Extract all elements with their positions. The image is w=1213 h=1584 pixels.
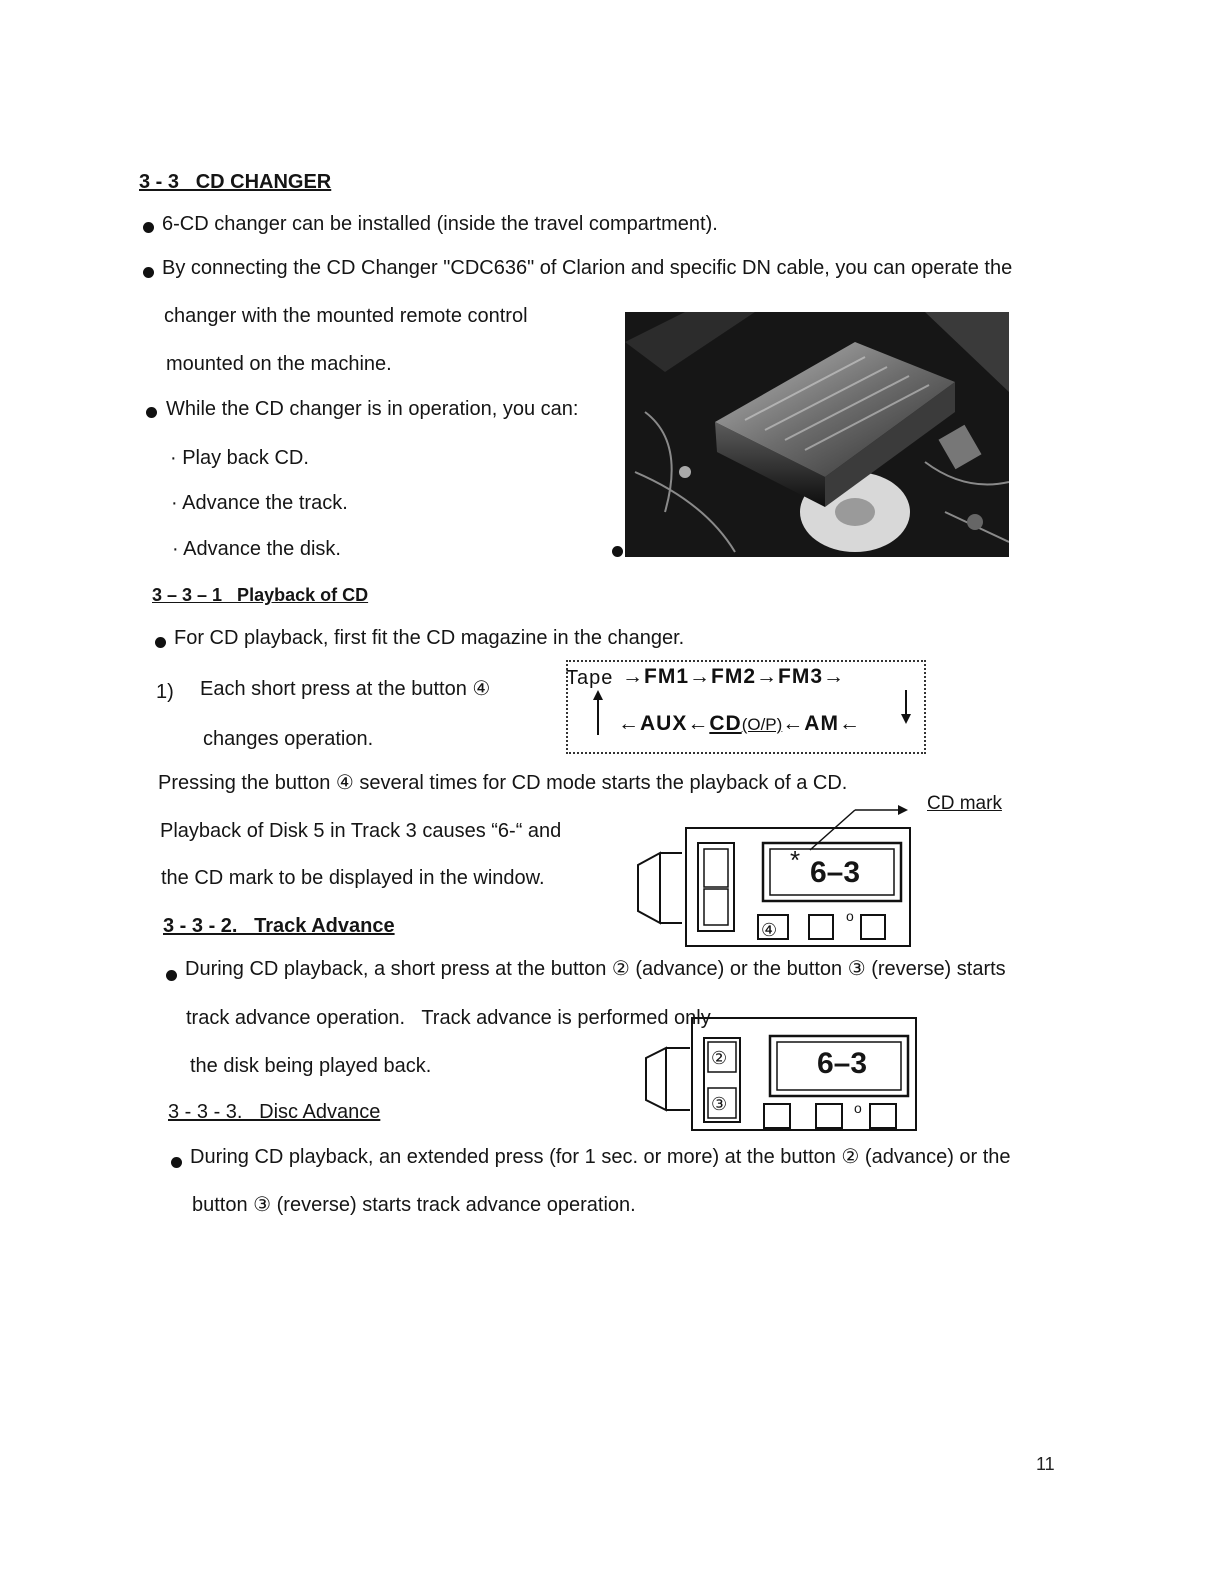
continuation-line: mounted on the machine. [166,353,392,375]
degree-mark: o [854,1100,862,1116]
bullet-dot [146,407,157,418]
step-text: changes operation. [203,728,374,750]
button-4-label: ④ [761,920,778,940]
radio-display-diagram [640,1010,930,1140]
degree-mark: o [846,908,854,924]
subsection-heading: 3 - 3 - 2. Track Advance [163,915,395,937]
display-readout: 6–3 [817,1047,868,1080]
bullet-dot [155,637,166,648]
button-3-label: ③ [711,1094,728,1114]
bullet-text: While the CD changer is in operation, you can: [166,398,579,420]
capability-item: · Advance the disk. [172,538,341,560]
bullet-text: button ③ (reverse) starts track advance operation. [192,1194,636,1216]
bullet-dot [166,970,177,981]
paragraph: Pressing the button ④ several times for CD mode starts the playback of a CD. [158,772,848,794]
bullet-text: For CD playback, first fit the CD magazine in the changer. [174,627,685,649]
section-heading: 3 - 3 CD CHANGER [139,171,332,193]
button-2-label: ② [711,1048,728,1068]
bullet-dot [143,267,154,278]
paragraph: the CD mark to be displayed in the window. [161,867,545,889]
bullet-text: During CD playback, a short press at the button ② (advance) or the button ③ (reverse) starts [185,958,1006,980]
bullet-text: By connecting the CD Changer "CDC636" of Clarion and specific DN cable, you can operate the [162,257,1013,279]
mode-cycle-row1: →FM1→FM2→FM3→ [622,665,845,688]
cd-changer-photo [625,312,1009,557]
mode-cycle-arrows [590,690,920,740]
mode-row2-prefix: ←AUX← [618,712,710,735]
subsection-heading: 3 – 3 – 1 Playback of CD [152,585,369,605]
capability-item: · Play back CD. [170,447,309,469]
bullet-text: 6-CD changer can be installed (inside the travel compartment). [162,213,718,235]
subsection-heading: 3 - 3 - 3. Disc Advance [168,1101,381,1123]
capability-item: · Advance the track. [171,492,348,514]
cd-mark-star: * [790,845,801,875]
bullet-dot [143,222,154,233]
continuation-line: changer with the mounted remote control [164,305,528,327]
bullet-text: During CD playback, an extended press (for 1 sec. or more) at the button ② (advance) or the [190,1146,1011,1168]
mode-tape-label: Tape [566,667,614,689]
mode-row2-suffix: ←AM← [782,712,861,735]
page-number: 11 [1036,1454,1055,1474]
display-readout: 6–3 [810,856,861,889]
photo-marker-dot [612,546,623,557]
step-number: 1) [156,681,174,703]
mode-op: (O/P) [741,715,783,734]
bullet-text: track advance operation. Track advance is performed only [186,1007,711,1029]
cd-mark-label: CD mark [927,793,1002,814]
radio-display-diagram [630,795,930,955]
bullet-dot [171,1157,182,1168]
mode-cd: CD [709,712,742,735]
step-text: Each short press at the button ④ [200,678,491,700]
paragraph: Playback of Disk 5 in Track 3 causes “6-“ and [160,820,562,842]
bullet-text: the disk being played back. [190,1055,432,1077]
